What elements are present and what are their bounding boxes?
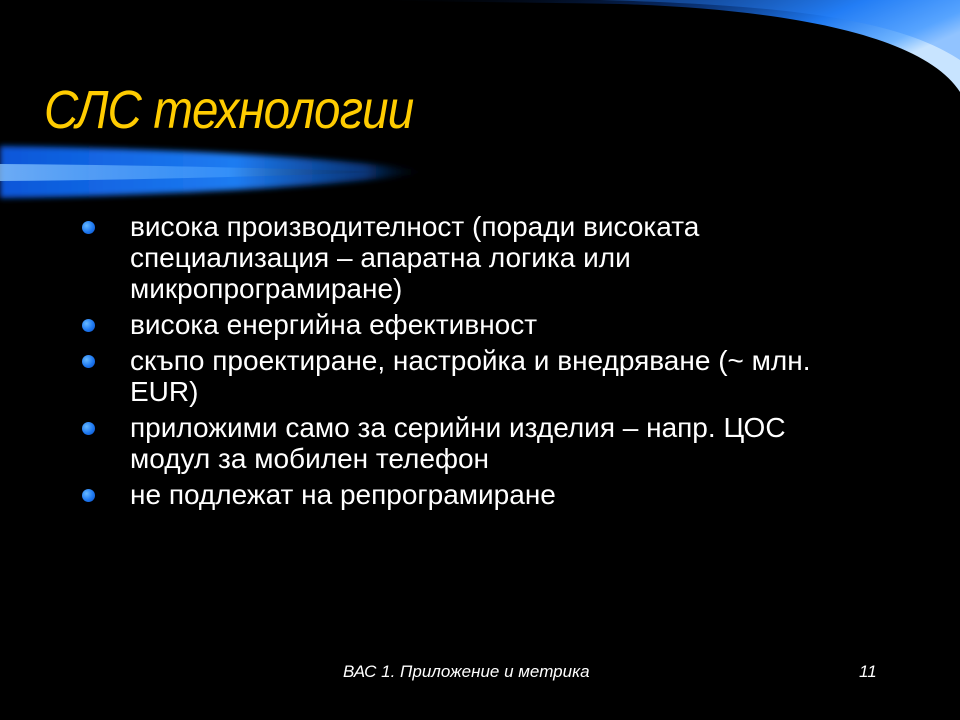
bullet-dot-icon	[82, 221, 95, 234]
bullet-text: висока енергийна ефективност	[130, 309, 538, 340]
bullet-item	[82, 309, 862, 340]
bullet-dot-icon	[82, 422, 95, 435]
bullet-dot-icon	[82, 319, 95, 332]
page-number: 11	[859, 662, 877, 681]
slide-title: СЛС технологии	[44, 80, 414, 140]
bullet-item	[82, 211, 862, 304]
bullet-dot-icon	[82, 355, 95, 368]
bullet-text: висока производителност (поради високата специализация – апаратна логика или микропрограмиране)	[130, 211, 700, 304]
bullet-list	[82, 211, 862, 515]
bullet-item	[82, 479, 862, 510]
bullet-item	[82, 412, 862, 474]
bullet-dot-icon	[82, 489, 95, 502]
bullet-text: скъпо проектиране, настройка и внедряване (~ млн. EUR)	[130, 345, 811, 407]
bullet-text: не подлежат на репрограмиране	[130, 479, 556, 510]
slide-footer: ВАС 1. Приложение и метрика	[343, 662, 590, 681]
bullet-text: приложими само за серийни изделия – напр. ЦОС модул за мобилен телефон	[130, 412, 786, 474]
bullet-item	[82, 345, 862, 407]
